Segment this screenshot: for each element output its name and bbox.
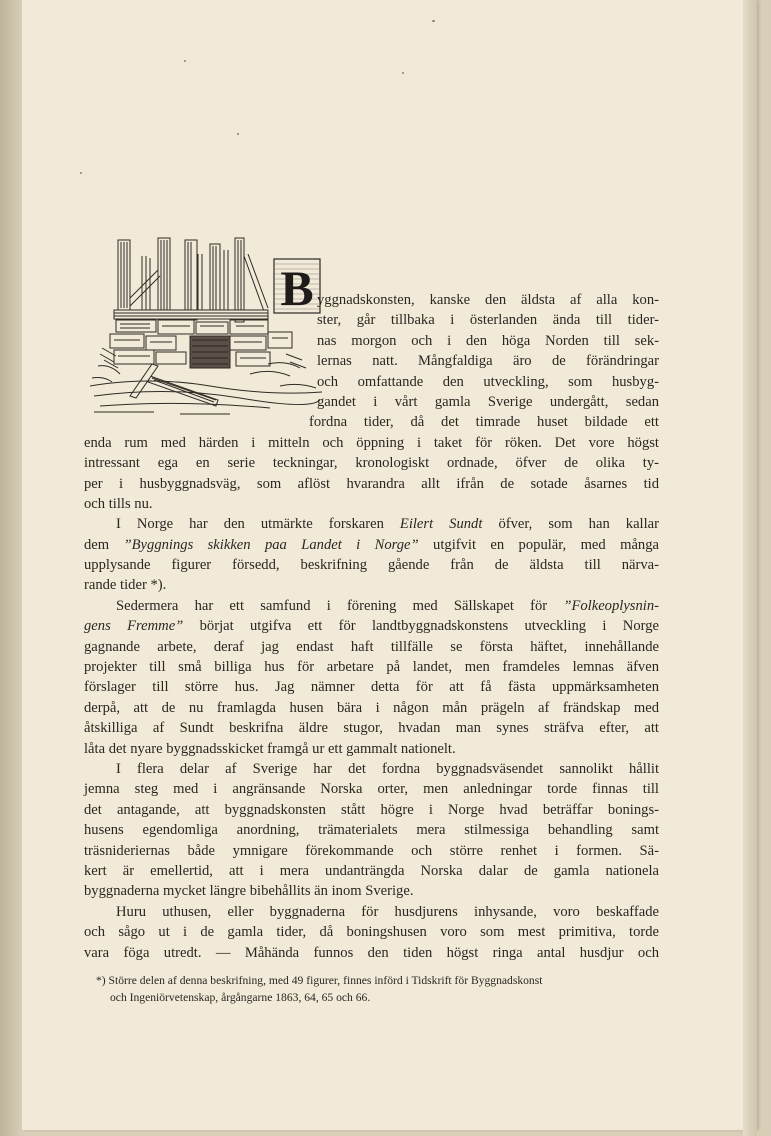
body-text bbox=[84, 290, 659, 963]
body-line: intressant ega en serie teckningar, kronologiskt ordnade, öfver de olika ty- bbox=[84, 455, 659, 472]
body-line: yggnadskonsten, kanske den äldsta af alla kon- bbox=[317, 292, 659, 308]
paragraph-line: I Norge har den utmärkte forskaren Eilert Sundt öfver, som han kallar bbox=[116, 516, 659, 533]
paragraph-line: jemna steg med i angränsande Norska orter, men anledningar torde finnas till bbox=[84, 781, 659, 798]
paragraph-line: Sedermera har ett samfund i förening med Sällskapet för ”Folkeoplysnin- bbox=[116, 597, 659, 614]
body-line: och tills nu. bbox=[84, 495, 153, 512]
paragraph-line: dem ”Byggnings skikken paa Landet i Norge” utgifvit en populär, med många bbox=[84, 536, 659, 553]
paragraph-line: upplysande figurer försedd, beskrifning gående från de äldsta till närva- bbox=[84, 557, 659, 574]
society-name-cont: gens Fremme” bbox=[84, 618, 184, 635]
body-line: gandet i vårt gamla Sverige undergått, sedan bbox=[317, 393, 659, 410]
footnote-line: *) Större delen af denna beskrifning, med 49 figurer, finnes införd i Tidskrift för Byggnadskonst bbox=[96, 974, 543, 987]
body-line: och omfattande den utveckling, som husbyg- bbox=[317, 373, 659, 390]
page-edge bbox=[743, 0, 757, 1136]
drop-cap-letter: B bbox=[280, 260, 314, 314]
body-line: per i husbyggnadsväg, som aflöst hvarandra allt ifrån de sotade åsarnes tid bbox=[84, 475, 659, 492]
body-line: lernas natt. Mångfaldiga äro de förändringar bbox=[317, 353, 659, 370]
paragraph-line: förslager till större hus. Jag nämner detta för att få fästa uppmärksamheten bbox=[84, 679, 659, 696]
paragraph-line: åtskilliga af Sundt beskrifna äldre stugor, hvadan man synes sträfva efter, att bbox=[84, 720, 659, 737]
body-line: enda rum med härden i mitteln och öppning i taket för röken. Det vore högst bbox=[84, 434, 659, 451]
paragraph-line: I flera delar af Sverige har det fordna byggnadsväsendet sannolikt hållit bbox=[116, 760, 659, 777]
paragraph-line: vara föga utredt. — Måhända funnos den tiden högst ringa antal husdjur och bbox=[84, 944, 659, 961]
paragraph-line: gens Fremme” börjat utgifva ett för landtbyggnadskonstens utveckling i Norge bbox=[84, 618, 659, 635]
paragraph-line: derpå, att de nu framlagda husen bära i någon mån prägeln af frändskap med bbox=[84, 699, 659, 716]
paragraph-line: husens egendomliga anordning, trämaterialets mera stilmessiga behandling samt bbox=[84, 822, 659, 839]
paragraph-line: och sågo ut i de gamla tider, då boningshusen voro som mest primitiva, torde bbox=[84, 924, 659, 941]
paragraph-line: det antagande, att byggnadskonsten stått högre i Norge hvad beträffar bonings- bbox=[84, 801, 659, 818]
footnote bbox=[96, 972, 661, 1006]
body-line: ster, går tillbaka i österlanden ända till tider- bbox=[317, 312, 659, 329]
paragraph-line: gagnande arbete, deraf jag endast haft tillfälle se första häftet, innehållande bbox=[84, 638, 659, 655]
paragraph-line: Huru uthusen, eller byggnaderna för husdjurens inhysande, voro beskaffade bbox=[116, 903, 659, 920]
paragraph-line: projekter till små billiga hus för arbetare på landet, men framdeles lemnas äfven bbox=[84, 659, 659, 676]
paragraph-line: låta det nyare byggnadsskicket framgå ur ett gammalt nationelt. bbox=[84, 740, 456, 757]
paragraph-line: kert är emellertid, att i mera undanträngda Norska dalar de gamla nationela bbox=[84, 862, 659, 879]
paragraph-line: rande tider *). bbox=[84, 577, 167, 594]
paragraph-line: träsnideriernas både ymnigare förekommande och större renhet i formen. Sä- bbox=[84, 842, 659, 859]
paragraph-line: byggnaderna mycket längre bibehållits än inom Sverige. bbox=[84, 883, 414, 900]
society-name: ”Folkeoplysnin- bbox=[563, 597, 659, 614]
book-title: ”Byggnings skikken paa Landet i Norge” bbox=[123, 536, 419, 553]
footnote-line: och Ingeniörvetenskap, årgångarne 1863, 64, 65 och 66. bbox=[110, 991, 371, 1004]
body-line: nas morgon och i den höga Norden till sek- bbox=[317, 332, 659, 349]
body-line: fordna tider, då det timrade huset bildade ett bbox=[309, 414, 659, 431]
author-name: Eilert Sundt bbox=[399, 516, 483, 533]
book-spine-shadow bbox=[0, 0, 22, 1136]
